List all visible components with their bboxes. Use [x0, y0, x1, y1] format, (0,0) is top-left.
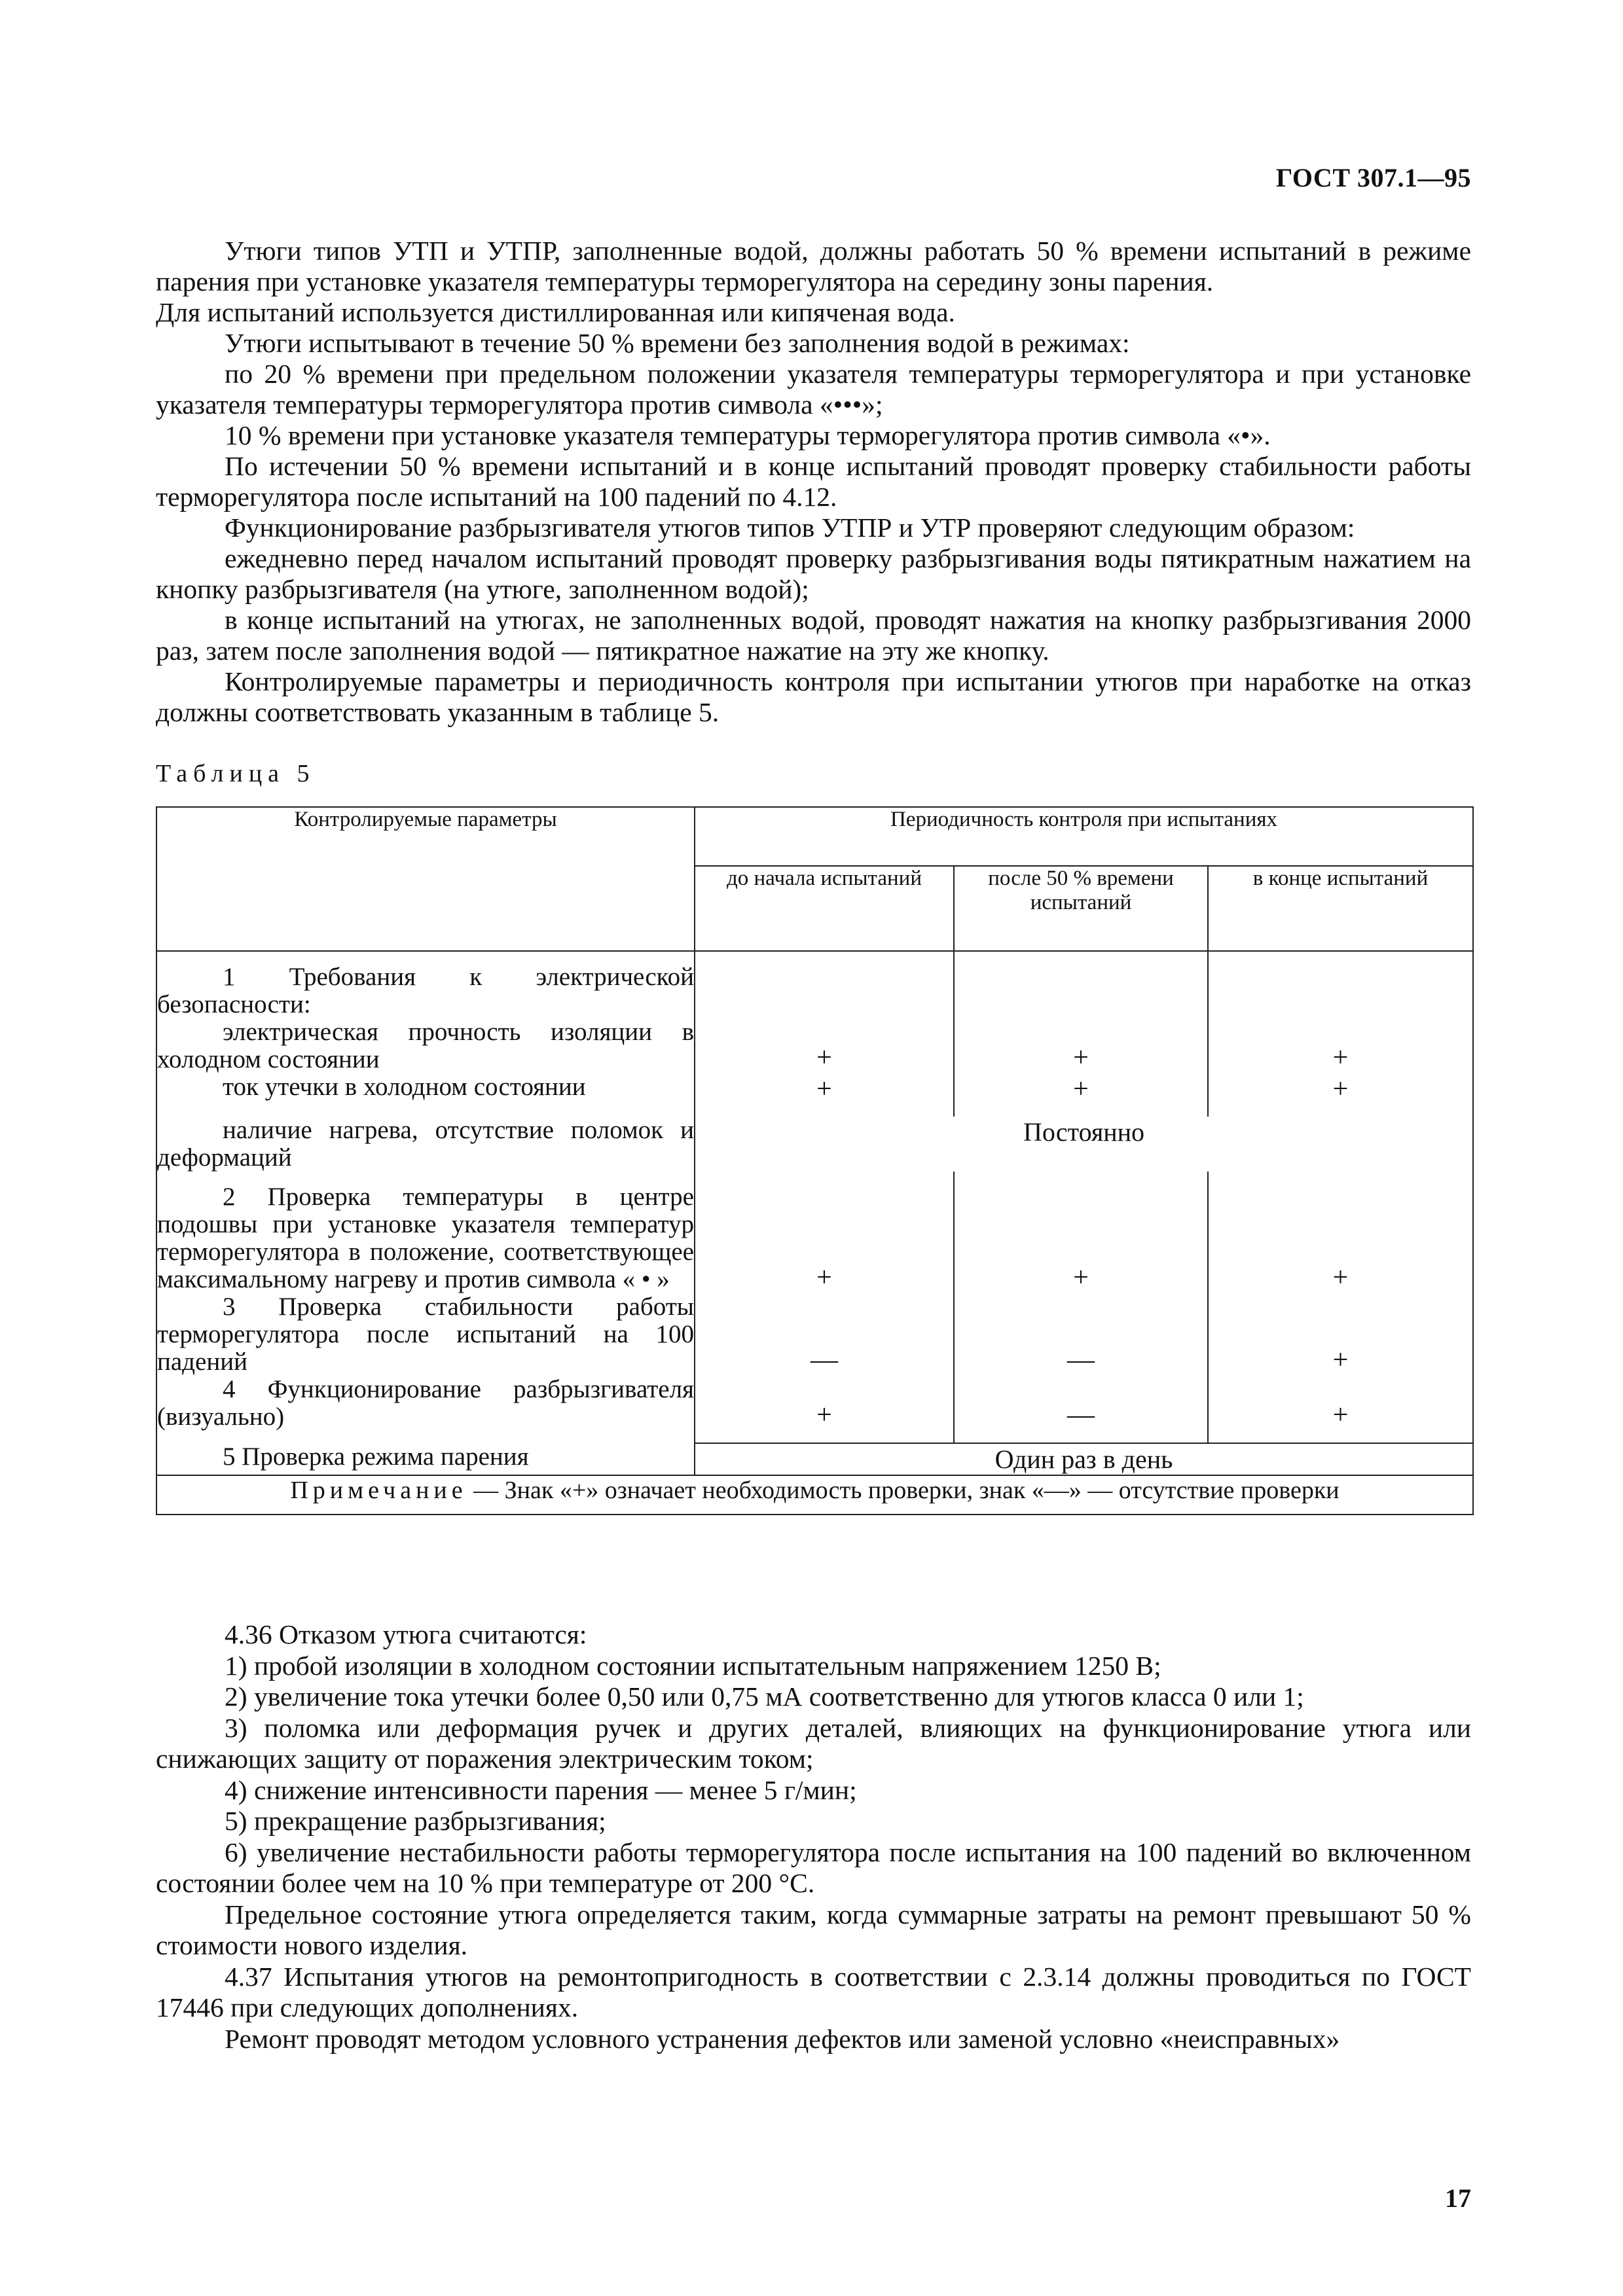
paragraph: Ремонт проводят методом условного устранения дефектов или заменой условно «неисправных» — [225, 2023, 1340, 2054]
page-number: 17 — [1445, 2183, 1471, 2213]
param-1c: наличие нагрева, отсутствие поломок и деформаций — [157, 1116, 694, 1172]
header-periodicity: Периодичность контроля при испытаниях — [695, 807, 1473, 866]
param-3: 3 Проверка стабильности работы терморегулятора после испытаний на 100 падений — [157, 1293, 694, 1376]
table-5 — [156, 806, 1472, 1515]
mark-1b-before: + — [695, 1073, 954, 1105]
paragraph: 1) пробой изоляции в холодном состоянии испытательным напряжением 1250 В; — [225, 1650, 1161, 1681]
paragraph: 3) поломка или деформация ручек и других деталей, влияющих на функционирование утюга или снижающих защиту от поражения электрическим током; — [156, 1712, 1471, 1774]
mark-2-before: + — [695, 1183, 954, 1293]
mark-1b-mid: + — [954, 1073, 1208, 1105]
document-code: ГОСТ 307.1—95 — [1275, 163, 1471, 192]
table-note — [156, 1475, 1473, 1515]
table-caption: Таблица 5 — [156, 760, 316, 787]
paragraph: По истечении 50 % времени испытаний и в конце испытаний проводят проверку стабильности работы терморегулятора после испытаний на 100 падений по 4.12. — [156, 451, 1471, 512]
note-text: — Знак «+» означает необходимость проверки, знак «—» — отсутствие проверки — [467, 1477, 1340, 1504]
periodicity-daily: Один раз в день — [695, 1443, 1473, 1475]
param-1a: электрическая прочность изоляции в холодном состоянии — [157, 1018, 694, 1073]
paragraph: ежедневно перед началом испытаний проводят проверку разбрызгивания воды пятикратным нажатием на кнопку разбрызгивателя (на утюге, заполненном водой); — [156, 543, 1471, 604]
header-params: Контролируемые параметры — [156, 807, 695, 951]
paragraph: по 20 % времени при предельном положении указателя температуры терморегулятора и при установке указателя температуры терморегулятора против символа «•••»; — [156, 359, 1471, 420]
mark-1b-end: + — [1208, 1073, 1473, 1105]
param-2: 2 Проверка температуры в центре подошвы при установке указателя температур терморегулятора в положение, соответствующее максимальному нагреву и против символа « • » — [157, 1183, 694, 1293]
param-5: 5 Проверка режима парения — [156, 1443, 695, 1475]
mark-3-before: — — [695, 1293, 954, 1376]
paragraph: в конце испытаний на утюгах, не заполненных водой, проводят нажатия на кнопку разбрызгивания 2000 раз, затем после заполнения водой — пятикратное нажатие на эту же кнопку. — [156, 605, 1471, 666]
mark-3-mid: — — [954, 1293, 1208, 1376]
paragraph: Контролируемые параметры и периодичность контроля при испытании утюгов при наработке на отказ должны соответствовать указанным в таблице 5. — [156, 666, 1471, 727]
mark-2-mid: + — [954, 1183, 1208, 1293]
paragraph: Функционирование разбрызгивателя утюгов типов УТПР и УТР проверяют следующим образом: — [225, 512, 1355, 543]
paragraph: Утюги типов УТП и УТПР, заполненные водой, должны работать 50 % времени испытаний в режиме парения при установке указателя температуры терморегулятора на середину зоны парения. — [156, 236, 1471, 296]
paragraph: Утюги испытывают в течение 50 % времени без заполнения водой в режимах: — [225, 328, 1130, 358]
periodicity-constant: Постоянно — [695, 1117, 1473, 1172]
mark-4-mid: — — [954, 1376, 1208, 1431]
paragraph: 10 % времени при установке указателя температуры терморегулятора против символа «•». — [225, 420, 1271, 450]
mark-4-before: + — [695, 1376, 954, 1431]
paragraph: 4.37 Испытания утюгов на ремонтопригодность в соответствии с 2.3.14 должны проводиться по ГОСТ 17446 при следующих дополнениях. — [156, 1961, 1471, 2022]
header-mid: после 50 % времени испытаний — [954, 866, 1208, 951]
mark-1a-before: + — [695, 1018, 954, 1073]
paragraph: 6) увеличение нестабильности работы терморегулятора после испытания на 100 падений во включенном состоянии более чем на 10 % при температуре от 200 °С. — [156, 1837, 1471, 1898]
mark-2-end: + — [1208, 1183, 1473, 1293]
intro-text — [156, 236, 1471, 728]
param-4: 4 Функционирование разбрызгивателя (визуально) — [157, 1375, 694, 1431]
note-label: Примечание — [290, 1477, 467, 1504]
paragraph: Для испытаний используется дистиллированная или кипяченая вода. — [156, 297, 955, 327]
mark-1a-mid: + — [954, 1018, 1208, 1073]
failure-criteria-text — [156, 1619, 1471, 2054]
paragraph: 4.36 Отказом утюга считаются: — [225, 1619, 587, 1649]
paragraph: Предельное состояние утюга определяется таким, когда суммарные затраты на ремонт превышают 50 % стоимости нового изделия. — [156, 1899, 1471, 1960]
mark-4-end: + — [1208, 1376, 1473, 1431]
param-1b: ток утечки в холодном состоянии — [156, 1073, 695, 1105]
header-end: в конце испытаний — [1208, 866, 1473, 951]
header-before: до начала испытаний — [695, 866, 954, 951]
param-1-title: 1 Требования к электрической безопасности: — [157, 963, 694, 1018]
paragraph: 4) снижение интенсивности парения — менее 5 г/мин; — [225, 1774, 857, 1805]
paragraph: 2) увеличение тока утечки более 0,50 или 0,75 мА соответственно для утюгов класса 0 или 1; — [225, 1681, 1304, 1712]
paragraph: 5) прекращение разбрызгивания; — [225, 1806, 606, 1836]
mark-3-end: + — [1208, 1293, 1473, 1376]
control-table — [156, 806, 1474, 1515]
mark-1a-end: + — [1208, 1018, 1473, 1073]
